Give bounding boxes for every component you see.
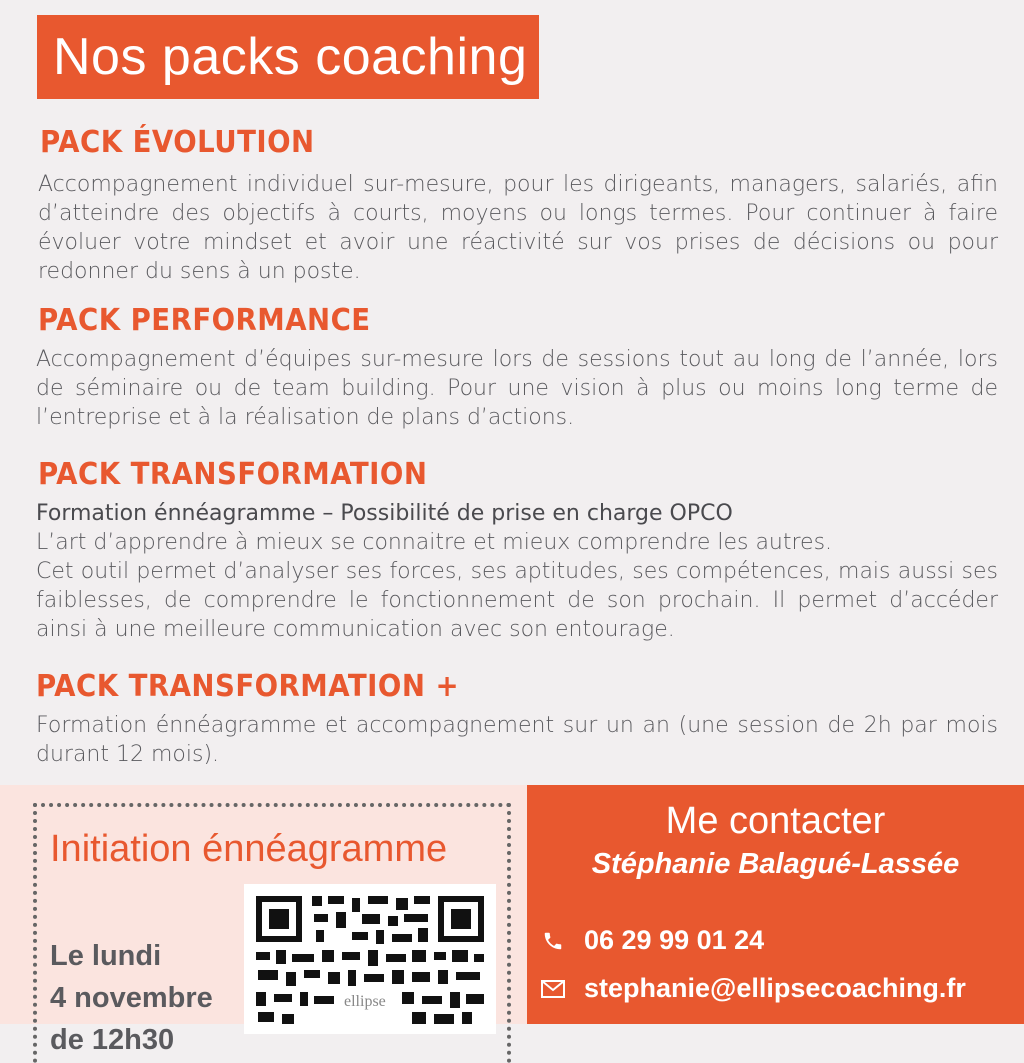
- pack-transformation-line1: L’art d’apprendre à mieux se connaitre et mieux comprendre les autres.: [36, 530, 833, 555]
- date-line-3: de 12h30: [50, 1024, 175, 1056]
- pack-transformation-plus-text: Formation énnéagramme et accompagnement sur un an (une session de 2h par mois durant 12 mois).: [36, 713, 998, 767]
- pack-transformation-title: PACK TRANSFORMATION: [38, 457, 428, 492]
- qr-code[interactable]: [244, 884, 496, 1034]
- pack-performance-text: Accompagnement d’équipes sur-mesure lors de sessions tout au long de l’année, lors de séminaire ou de team building. Pour une vision à plus ou moins long terme de l’entreprise et à la réalisation de plans d’actions.: [36, 347, 998, 430]
- contact-name: Stéphanie Balagué-Lassée: [591, 848, 960, 880]
- header-banner: [37, 15, 539, 99]
- pack-transformation-body: [36, 499, 998, 644]
- pack-evolution-text: Accompagnement individuel sur-mesure, pour les dirigeants, managers, salariés, afin d’atteindre des objectifs à courts, moyens ou longs termes. Pour continuer à faire évoluer votre mindset et avoir une réactivité sur vos prises de décisions ou pour redonner du sens à un poste.: [38, 172, 998, 284]
- contact-phone[interactable]: [540, 925, 764, 956]
- date-line-1: Le lundi: [50, 940, 162, 972]
- contact-title: Me contacter: [665, 800, 886, 842]
- pack-transformation-plus-title: PACK TRANSFORMATION +: [36, 669, 460, 704]
- initiation-title: Initiation énnéagramme: [50, 828, 448, 870]
- pack-performance-title: PACK PERFORMANCE: [38, 303, 371, 338]
- email-address: stephanie@ellipsecoaching.fr: [584, 973, 966, 1003]
- page-title: Nos packs coaching: [53, 28, 528, 86]
- phone-number: 06 29 99 01 24: [584, 925, 765, 955]
- date-line-2: 4 novembre: [50, 982, 213, 1014]
- envelope-icon: [540, 976, 566, 1002]
- pack-evolution-title: PACK ÉVOLUTION: [40, 125, 315, 160]
- pack-transformation-text: Cet outil permet d’analyser ses forces, ses aptitudes, ses compétences, mais aussi ses faiblesses, de comprendre le fonctionnement de son prochain. Il permet d’accéder ainsi à une meilleure communication avec son entourage.: [36, 559, 998, 642]
- pack-transformation-subtitle: Formation énnéagramme – Possibilité de prise en charge OPCO: [36, 501, 733, 526]
- qr-logo: ellipse: [340, 993, 390, 1011]
- phone-icon: [540, 928, 566, 954]
- initiation-date: [50, 935, 213, 1061]
- contact-email[interactable]: [540, 973, 966, 1004]
